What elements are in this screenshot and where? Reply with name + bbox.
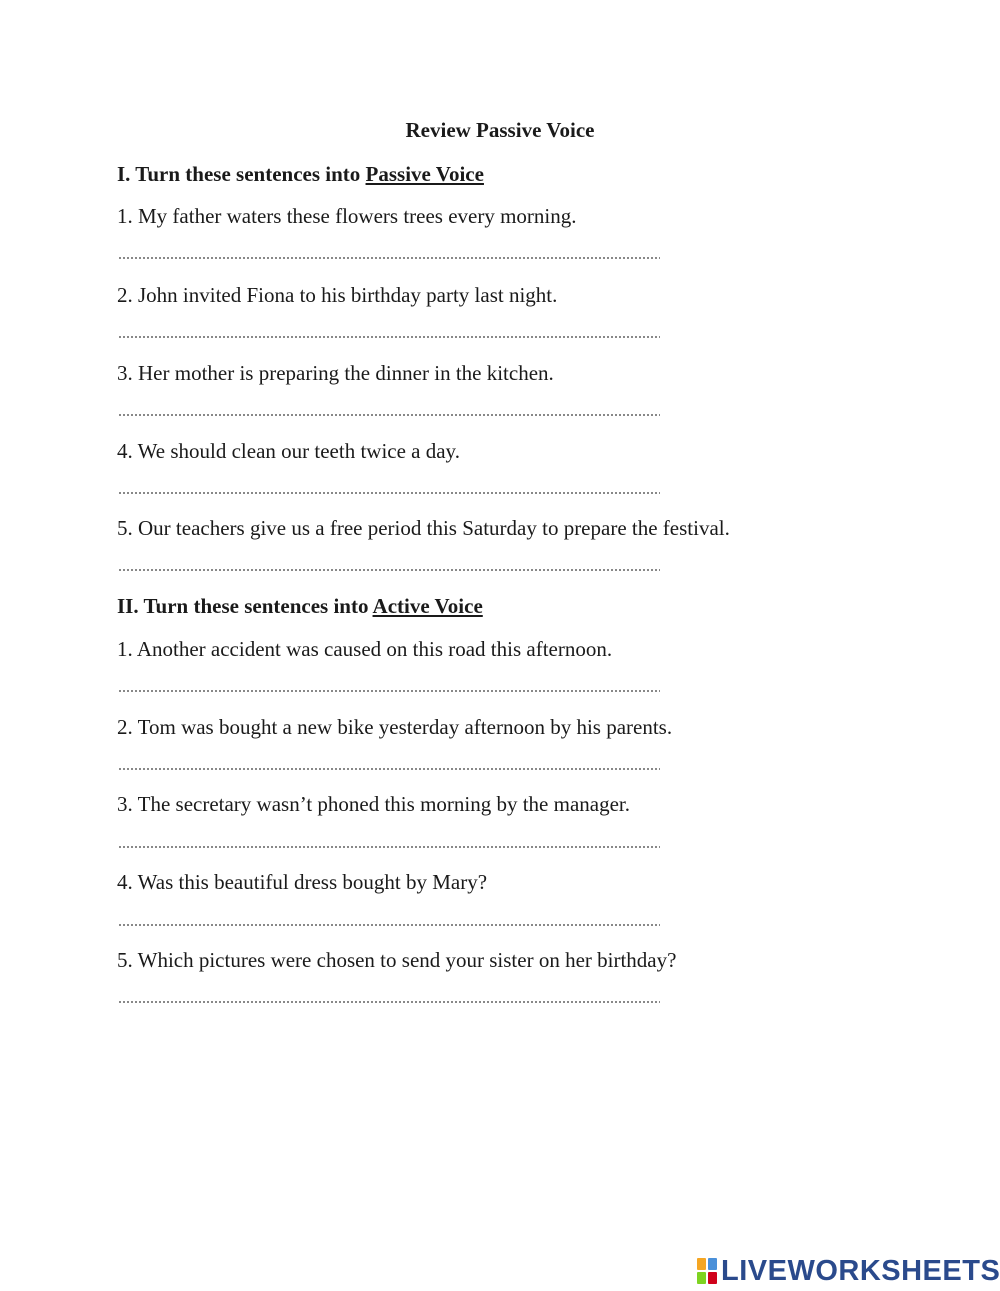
logo-block-v bbox=[697, 1272, 706, 1284]
section-2-heading-prefix: II. Turn these sentences into bbox=[117, 594, 373, 618]
section-1-heading-underlined: Passive Voice bbox=[365, 162, 484, 186]
section-2-answer-2[interactable] bbox=[118, 767, 660, 771]
section-1-answer-3[interactable] bbox=[118, 413, 660, 417]
section-1-answer-4[interactable] bbox=[118, 491, 660, 495]
logo-block-e bbox=[708, 1272, 717, 1284]
section-1-question-4: 4. We should clean our teeth twice a day. bbox=[117, 439, 460, 463]
section-1-heading bbox=[117, 160, 484, 188]
section-2-heading bbox=[117, 592, 483, 620]
liveworksheets-logo bbox=[697, 1253, 1000, 1289]
section-1-question-2: 2. John invited Fiona to his birthday party last night. bbox=[117, 283, 558, 307]
section-1-answer-1[interactable] bbox=[118, 256, 660, 260]
section-1-answer-5[interactable] bbox=[118, 568, 660, 572]
section-2-question-2: 2. Tom was bought a new bike yesterday afternoon by his parents. bbox=[117, 715, 673, 739]
section-2-question-1: 1. Another accident was caused on this road this afternoon. bbox=[117, 637, 613, 661]
page-title: Review Passive Voice bbox=[405, 118, 595, 142]
section-1-question-3: 3. Her mother is preparing the dinner in the kitchen. bbox=[117, 361, 554, 385]
section-2-answer-4[interactable] bbox=[118, 923, 660, 927]
section-2-answer-1[interactable] bbox=[118, 689, 660, 693]
logo-text: LIVEWORKSHEETS bbox=[721, 1255, 1000, 1287]
logo-block-l bbox=[697, 1258, 706, 1270]
section-1-answer-2[interactable] bbox=[118, 335, 660, 339]
section-2-question-5: 5. Which pictures were chosen to send your sister on her birthday? bbox=[117, 948, 677, 972]
section-1-question-5: 5. Our teachers give us a free period this Saturday to prepare the festival. bbox=[117, 516, 730, 540]
section-2-heading-underlined: Active Voice bbox=[372, 594, 483, 618]
logo-blocks-icon bbox=[697, 1258, 717, 1284]
section-2-question-3: 3. The secretary wasn’t phoned this morning by the manager. bbox=[117, 792, 631, 816]
section-1-question-1: 1. My father waters these flowers trees every morning. bbox=[117, 204, 577, 228]
section-2-answer-5[interactable] bbox=[118, 1000, 660, 1004]
logo-block-i bbox=[708, 1258, 717, 1270]
section-2-question-4: 4. Was this beautiful dress bought by Mary? bbox=[117, 870, 488, 894]
section-2-answer-3[interactable] bbox=[118, 845, 660, 849]
section-1-heading-prefix: I. Turn these sentences into bbox=[117, 162, 366, 186]
